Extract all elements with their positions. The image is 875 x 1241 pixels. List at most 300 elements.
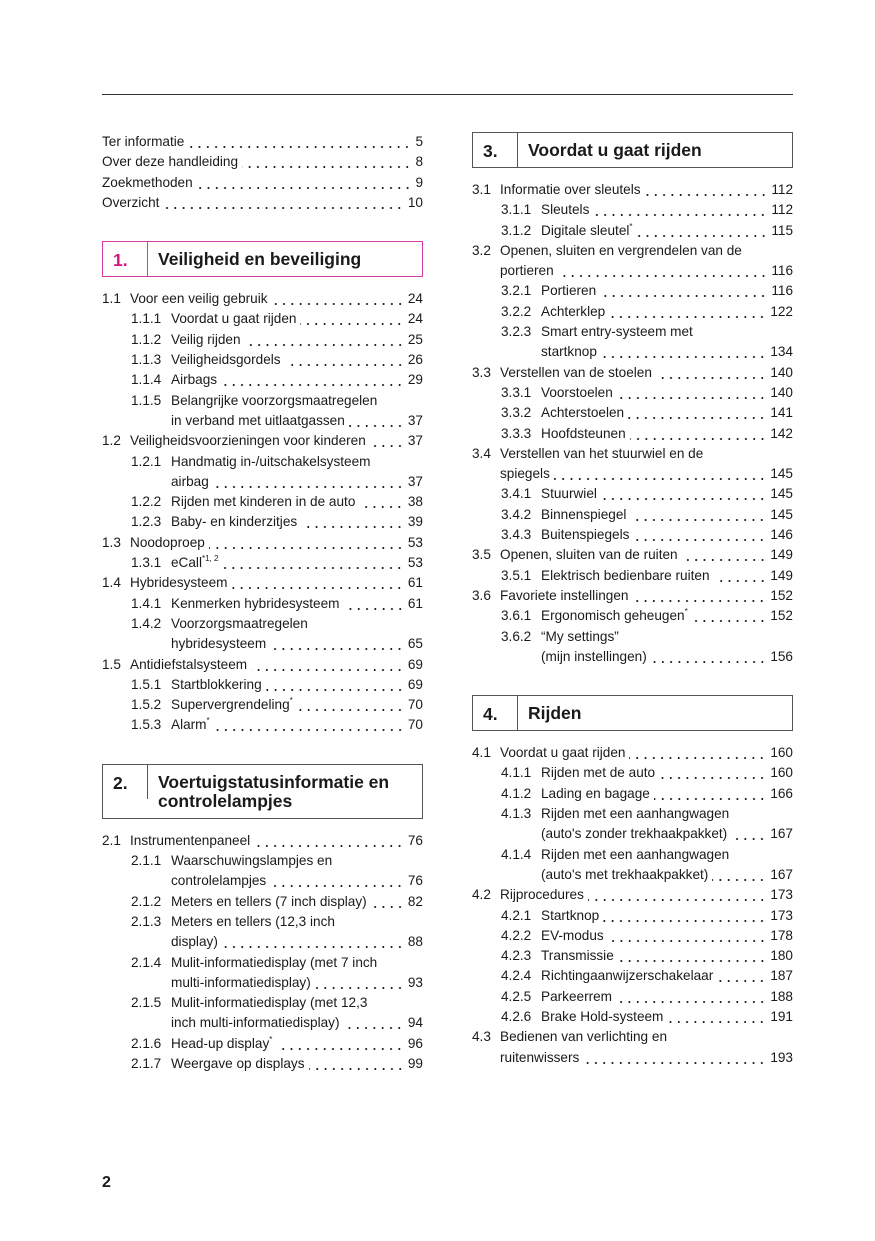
entry-number: 3.6.2 bbox=[501, 628, 532, 644]
entry-title: Favoriete instellingen bbox=[500, 587, 629, 603]
dot-leader bbox=[309, 1054, 404, 1074]
entry-title: Verstellen van het stuurwiel en de bbox=[500, 445, 704, 461]
dot-leader bbox=[593, 200, 767, 220]
toc-entry[interactable] bbox=[102, 1054, 423, 1074]
entry-title-wrap bbox=[541, 845, 793, 865]
entry-page: 25 bbox=[407, 331, 423, 347]
toc-entry[interactable] bbox=[102, 289, 423, 309]
toc-entry[interactable] bbox=[102, 330, 423, 350]
toc-entry[interactable] bbox=[102, 193, 423, 213]
entry-number bbox=[501, 824, 541, 844]
dot-leader bbox=[603, 906, 766, 926]
toc-entry[interactable] bbox=[472, 946, 793, 966]
entry-title: Waarschuwingslampjes en bbox=[171, 853, 333, 869]
toc-entry[interactable] bbox=[472, 484, 793, 504]
entry-title-wrap bbox=[171, 1034, 272, 1054]
toc-entry[interactable] bbox=[102, 851, 423, 892]
entry-page: 76 bbox=[407, 832, 423, 848]
entry-title-wrap bbox=[541, 946, 614, 966]
toc-entry[interactable] bbox=[472, 505, 793, 525]
section-title: Veiligheid en beveiliging bbox=[158, 249, 362, 270]
entry-title: portieren bbox=[500, 263, 554, 279]
entry-title: Veilig rijden bbox=[171, 331, 241, 347]
entry-number: 1.2.3 bbox=[131, 514, 162, 530]
toc-entry[interactable] bbox=[102, 953, 423, 994]
entry-number: 1.3 bbox=[102, 534, 121, 550]
dot-leader bbox=[601, 342, 766, 362]
entry-number bbox=[472, 464, 500, 484]
dot-leader bbox=[628, 403, 766, 423]
toc-entry[interactable] bbox=[472, 525, 793, 545]
dot-leader bbox=[554, 464, 766, 484]
toc-entry[interactable] bbox=[472, 586, 793, 606]
dot-leader bbox=[629, 743, 766, 763]
toc-line bbox=[501, 302, 793, 322]
dot-leader bbox=[731, 824, 766, 844]
toc-entry[interactable] bbox=[102, 695, 423, 715]
entry-number: 1.2 bbox=[102, 433, 121, 449]
toc-entry[interactable] bbox=[472, 180, 793, 200]
entry-title-wrap bbox=[130, 431, 366, 451]
toc-entry[interactable] bbox=[102, 912, 423, 953]
entry-title: Zoekmethoden bbox=[102, 174, 193, 190]
entry-page: 69 bbox=[407, 656, 423, 672]
entry-number: 2.1.6 bbox=[131, 1035, 162, 1051]
entry-title-wrap bbox=[171, 715, 210, 735]
entry-page: 180 bbox=[770, 948, 793, 964]
entry-number: 2.1.4 bbox=[131, 954, 162, 970]
entry-page: 76 bbox=[407, 873, 423, 889]
toc-line bbox=[131, 953, 423, 973]
dot-leader bbox=[370, 431, 404, 451]
entry-title-wrap bbox=[130, 831, 250, 851]
toc-entry[interactable] bbox=[472, 302, 793, 322]
entry-title-wrap bbox=[171, 330, 241, 350]
toc-line bbox=[472, 261, 793, 281]
dot-leader bbox=[270, 871, 404, 891]
toc-entry[interactable] bbox=[472, 241, 793, 282]
dot-leader bbox=[600, 281, 767, 301]
section-heading bbox=[472, 132, 793, 168]
entry-title-wrap bbox=[500, 363, 652, 383]
toc-line bbox=[501, 865, 793, 885]
toc-line bbox=[131, 892, 423, 912]
toc-line bbox=[131, 614, 423, 634]
entry-title: hybridesysteem bbox=[171, 636, 267, 652]
section-number: 4. bbox=[473, 696, 518, 730]
entry-number bbox=[131, 1013, 171, 1033]
entry-title-wrap bbox=[500, 444, 793, 464]
toc-entry[interactable] bbox=[102, 993, 423, 1034]
toc-line bbox=[131, 370, 423, 390]
entry-page: 88 bbox=[407, 934, 423, 950]
entry-title-wrap bbox=[500, 241, 793, 261]
dot-leader bbox=[588, 885, 766, 905]
toc-line bbox=[131, 594, 423, 614]
entry-title: Voorzorgsmaatregelen bbox=[171, 615, 308, 631]
toc-entry[interactable] bbox=[102, 391, 423, 432]
toc-entry[interactable] bbox=[472, 966, 793, 986]
toc-line bbox=[102, 573, 423, 593]
page-number: 2 bbox=[102, 1174, 111, 1191]
toc-line bbox=[501, 987, 793, 1007]
entry-page: 173 bbox=[770, 887, 793, 903]
toc-line bbox=[472, 363, 793, 383]
entry-title: Mulit-informatiedisplay (met 7 inch bbox=[171, 954, 378, 970]
entry-number: 3.6 bbox=[472, 587, 491, 603]
dot-leader bbox=[645, 180, 768, 200]
footnote-marker: * bbox=[206, 716, 210, 726]
dot-leader bbox=[714, 566, 767, 586]
dot-leader bbox=[242, 152, 411, 172]
toc-line bbox=[501, 566, 793, 586]
toc-line bbox=[131, 1054, 423, 1074]
dot-leader bbox=[617, 383, 767, 403]
entry-number: 3.2.2 bbox=[501, 303, 532, 319]
entry-number bbox=[131, 973, 171, 993]
toc-entry[interactable] bbox=[472, 784, 793, 804]
entry-title: multi-informatiedisplay) bbox=[171, 974, 311, 990]
toc-line bbox=[501, 804, 793, 824]
toc-entry[interactable] bbox=[102, 512, 423, 532]
entry-title: Meters en tellers (7 inch display) bbox=[171, 893, 367, 909]
toc-entry[interactable] bbox=[472, 281, 793, 301]
entry-page: 152 bbox=[770, 608, 793, 624]
entry-title: inch multi-informatiedisplay) bbox=[171, 1015, 340, 1031]
toc-line bbox=[131, 1034, 423, 1054]
entry-page: 134 bbox=[770, 344, 793, 360]
entry-number: 1.5 bbox=[102, 656, 121, 672]
toc-entry[interactable] bbox=[102, 675, 423, 695]
entry-page: 94 bbox=[407, 1015, 423, 1031]
entry-number bbox=[501, 342, 541, 362]
entry-number: 2.1.1 bbox=[131, 853, 162, 869]
entry-title: Voordat u gaat rijden bbox=[500, 745, 626, 761]
entry-title-wrap bbox=[541, 926, 604, 946]
entry-number: 4.1.4 bbox=[501, 846, 532, 862]
footnote-marker: * bbox=[684, 607, 688, 617]
entry-title: Weergave op displays bbox=[171, 1055, 305, 1071]
entry-title-wrap bbox=[541, 342, 597, 362]
toc-line bbox=[501, 906, 793, 926]
toc-entry[interactable] bbox=[102, 533, 423, 553]
entry-title: Handmatig in-/uitschakelsysteem bbox=[171, 453, 371, 469]
entry-page: 38 bbox=[407, 494, 423, 510]
toc-entry[interactable] bbox=[472, 987, 793, 1007]
toc-entry[interactable] bbox=[102, 492, 423, 512]
entry-number: 1.1.4 bbox=[131, 372, 162, 388]
entry-title: Stuurwiel bbox=[541, 486, 597, 502]
toc-entry[interactable] bbox=[102, 132, 423, 152]
toc-line bbox=[501, 383, 793, 403]
toc-entry[interactable] bbox=[472, 383, 793, 403]
entry-number: 1.2.2 bbox=[131, 494, 162, 510]
entry-title-wrap bbox=[541, 865, 708, 885]
entry-title: Kenmerken hybridesysteem bbox=[171, 595, 340, 611]
entry-page: 37 bbox=[407, 473, 423, 489]
entry-page: 160 bbox=[770, 745, 793, 761]
toc-entry[interactable] bbox=[472, 763, 793, 783]
entry-page: 93 bbox=[407, 974, 423, 990]
toc-entry[interactable] bbox=[472, 221, 793, 241]
entry-title: Achterklep bbox=[541, 303, 606, 319]
dot-leader bbox=[301, 512, 404, 532]
entry-title-wrap bbox=[171, 472, 209, 492]
toc-entry[interactable] bbox=[472, 743, 793, 763]
toc-line bbox=[131, 993, 423, 1013]
toc-entry[interactable] bbox=[102, 594, 423, 614]
entry-number: 3.4.2 bbox=[501, 506, 532, 522]
entry-page: 167 bbox=[770, 826, 793, 842]
toc-entry[interactable] bbox=[472, 363, 793, 383]
entry-number: 1.1.3 bbox=[131, 352, 162, 368]
entry-page: 96 bbox=[407, 1035, 423, 1051]
toc-entry[interactable] bbox=[102, 350, 423, 370]
entry-title-wrap bbox=[171, 695, 293, 715]
toc-line bbox=[501, 966, 793, 986]
toc-line bbox=[501, 1007, 793, 1027]
toc-line bbox=[131, 932, 423, 952]
toc-entry[interactable] bbox=[102, 431, 423, 451]
toc-line bbox=[131, 391, 423, 411]
entry-number: 1.4.2 bbox=[131, 615, 162, 631]
toc-line bbox=[472, 444, 793, 464]
dot-leader bbox=[609, 302, 766, 322]
entry-title-wrap bbox=[171, 675, 262, 695]
toc-entry[interactable] bbox=[102, 452, 423, 493]
entry-page: 145 bbox=[770, 466, 793, 482]
toc-entry[interactable] bbox=[102, 370, 423, 390]
toc-entry[interactable] bbox=[472, 1007, 793, 1027]
entry-number bbox=[472, 261, 500, 281]
toc-entry[interactable] bbox=[472, 566, 793, 586]
toc-line bbox=[501, 784, 793, 804]
entry-title-wrap bbox=[102, 193, 159, 213]
toc-entry[interactable] bbox=[102, 715, 423, 735]
entry-title-wrap bbox=[130, 289, 268, 309]
toc-entry[interactable] bbox=[102, 173, 423, 193]
entry-page: 37 bbox=[407, 433, 423, 449]
entry-title-wrap bbox=[500, 1027, 793, 1047]
entry-number: 4.1.2 bbox=[501, 785, 532, 801]
entry-title-wrap bbox=[541, 302, 605, 322]
toc-line bbox=[501, 926, 793, 946]
dot-leader bbox=[266, 675, 404, 695]
entry-page: 167 bbox=[770, 866, 793, 882]
entry-title: Sleutels bbox=[541, 202, 590, 218]
toc-line bbox=[102, 533, 423, 553]
toc-entry[interactable] bbox=[472, 804, 793, 845]
toc-entry[interactable] bbox=[472, 322, 793, 363]
dot-leader bbox=[197, 173, 412, 193]
toc-entry[interactable] bbox=[102, 152, 423, 172]
toc-line bbox=[131, 472, 423, 492]
entry-page: 29 bbox=[407, 372, 423, 388]
toc-entry[interactable] bbox=[102, 892, 423, 912]
toc-entry[interactable] bbox=[472, 403, 793, 423]
entry-title-wrap bbox=[541, 987, 612, 1007]
dot-leader bbox=[254, 831, 404, 851]
toc-entry[interactable] bbox=[102, 309, 423, 329]
entry-page: 142 bbox=[770, 425, 793, 441]
entry-title: controlelampjes bbox=[171, 873, 267, 889]
toc-entry[interactable] bbox=[472, 424, 793, 444]
dot-leader bbox=[245, 330, 404, 350]
section-title: Rijden bbox=[528, 703, 582, 724]
entry-page: 193 bbox=[770, 1049, 793, 1065]
entry-title: Lading en bagage bbox=[541, 785, 650, 801]
dot-leader bbox=[630, 424, 767, 444]
toc-entry[interactable] bbox=[472, 926, 793, 946]
dot-leader bbox=[297, 695, 404, 715]
toc-entry[interactable] bbox=[472, 885, 793, 905]
entry-page: 115 bbox=[771, 222, 793, 238]
dot-leader bbox=[272, 289, 404, 309]
dot-leader bbox=[222, 932, 404, 952]
entry-title-wrap bbox=[541, 566, 710, 586]
entry-number: 4.3 bbox=[472, 1029, 491, 1045]
entry-title: Veiligheidsgordels bbox=[171, 352, 281, 368]
section-number: 3. bbox=[473, 133, 518, 167]
entry-number: 1.1.2 bbox=[131, 331, 162, 347]
entry-title: Hoofdsteunen bbox=[541, 425, 626, 441]
entry-number: 1.1.5 bbox=[131, 392, 162, 408]
entry-page: 152 bbox=[770, 587, 793, 603]
dot-leader bbox=[656, 363, 766, 383]
entry-page: 65 bbox=[407, 636, 423, 652]
dot-leader bbox=[608, 926, 767, 946]
spacer bbox=[472, 667, 793, 695]
toc-entry[interactable] bbox=[472, 627, 793, 668]
toc-entry[interactable] bbox=[472, 444, 793, 485]
entry-number bbox=[501, 647, 541, 667]
entry-title-wrap bbox=[171, 492, 355, 512]
toc-line bbox=[501, 525, 793, 545]
dot-leader bbox=[251, 655, 404, 675]
entry-title: Smart entry-systeem met bbox=[541, 324, 693, 340]
entry-title-wrap bbox=[171, 452, 423, 472]
entry-number: 2.1.5 bbox=[131, 995, 162, 1011]
entry-title: airbag bbox=[171, 473, 209, 489]
entry-number: 4.2.3 bbox=[501, 948, 532, 964]
toc-entry[interactable] bbox=[102, 831, 423, 851]
toc-line bbox=[131, 634, 423, 654]
entry-number: 3.2 bbox=[472, 242, 491, 258]
entry-title-wrap bbox=[171, 1054, 305, 1074]
dot-leader bbox=[270, 634, 404, 654]
section-number: 2. bbox=[103, 765, 148, 799]
entry-number: 3.3.2 bbox=[501, 405, 532, 421]
toc-entry[interactable] bbox=[472, 906, 793, 926]
entry-page: 37 bbox=[407, 412, 423, 428]
toc-line bbox=[472, 545, 793, 565]
entry-page: 39 bbox=[407, 514, 423, 530]
entry-number: 3.4.1 bbox=[501, 486, 532, 502]
toc-entry[interactable] bbox=[102, 573, 423, 593]
toc-line bbox=[501, 281, 793, 301]
entry-number: 1.3.1 bbox=[131, 555, 162, 571]
toc-entry[interactable] bbox=[472, 545, 793, 565]
entry-title: Ter informatie bbox=[102, 134, 185, 149]
entry-page: 70 bbox=[407, 717, 423, 733]
entry-title-wrap bbox=[171, 953, 423, 973]
entry-title-wrap bbox=[541, 424, 626, 444]
entry-page: 156 bbox=[770, 648, 793, 664]
entry-title: Openen, sluiten en vergrendelen van de bbox=[500, 242, 742, 258]
toc-line bbox=[501, 424, 793, 444]
entry-page: 145 bbox=[770, 506, 793, 522]
entry-title: Portieren bbox=[541, 283, 597, 299]
entry-number: 4.2 bbox=[472, 887, 491, 903]
entry-title-wrap bbox=[171, 892, 367, 912]
entry-number: 3.1.2 bbox=[501, 222, 532, 238]
entry-number: 1.4.1 bbox=[131, 595, 162, 611]
dot-leader bbox=[221, 370, 404, 390]
toc-entry[interactable] bbox=[102, 1034, 423, 1054]
entry-page: 82 bbox=[407, 893, 423, 909]
entry-title-wrap bbox=[171, 411, 345, 431]
entry-page: 112 bbox=[771, 182, 793, 197]
entry-number: 2.1 bbox=[102, 832, 121, 848]
dot-leader bbox=[371, 892, 404, 912]
entry-page: 191 bbox=[770, 1008, 793, 1024]
entry-number: 1.4 bbox=[102, 575, 121, 591]
entry-page: 149 bbox=[770, 547, 793, 563]
entry-title-wrap bbox=[102, 173, 193, 193]
toc-entry[interactable] bbox=[472, 606, 793, 626]
entry-number: 3.2.3 bbox=[501, 324, 532, 340]
entry-title: Rijden met een aanhangwagen bbox=[541, 846, 730, 862]
toc-right-column bbox=[472, 132, 793, 1068]
entry-title-wrap bbox=[541, 403, 624, 423]
entry-title-wrap bbox=[541, 200, 589, 220]
dot-leader bbox=[231, 573, 403, 593]
dot-leader bbox=[630, 505, 766, 525]
entry-title-wrap bbox=[541, 647, 647, 667]
dot-leader bbox=[712, 865, 766, 885]
dot-leader bbox=[637, 221, 768, 241]
toc-entry[interactable] bbox=[102, 614, 423, 655]
entry-number: 4.2.6 bbox=[501, 1008, 532, 1024]
toc-entry[interactable] bbox=[472, 1027, 793, 1068]
entry-page: 160 bbox=[770, 765, 793, 781]
entry-number: 3.2.1 bbox=[501, 283, 532, 299]
entry-title: Head-up display bbox=[171, 1035, 270, 1051]
entry-title-wrap bbox=[500, 743, 625, 763]
entry-title-wrap bbox=[541, 505, 626, 525]
dot-leader bbox=[349, 411, 404, 431]
toc-line bbox=[501, 824, 793, 844]
toc-line bbox=[131, 695, 423, 715]
entry-page: 149 bbox=[770, 567, 793, 583]
toc-entry[interactable] bbox=[102, 655, 423, 675]
section-title: Voertuigstatusinformatie en controlelampjes bbox=[158, 771, 390, 811]
toc-line bbox=[472, 241, 793, 261]
entry-title-wrap bbox=[130, 573, 227, 593]
toc-entry[interactable] bbox=[102, 553, 423, 573]
dot-leader bbox=[315, 973, 404, 993]
toc-left-column bbox=[102, 132, 423, 1074]
entry-title-wrap bbox=[541, 804, 793, 824]
entry-title: Binnenspiegel bbox=[541, 506, 627, 522]
entry-title-wrap bbox=[171, 851, 423, 871]
toc-entry[interactable] bbox=[472, 845, 793, 886]
entry-title: Bedienen van verlichting en bbox=[500, 1029, 668, 1045]
entry-title: Supervergrendeling bbox=[171, 697, 290, 713]
toc-entry[interactable] bbox=[472, 200, 793, 220]
entry-title-wrap bbox=[541, 383, 613, 403]
entry-title-wrap bbox=[500, 261, 554, 281]
